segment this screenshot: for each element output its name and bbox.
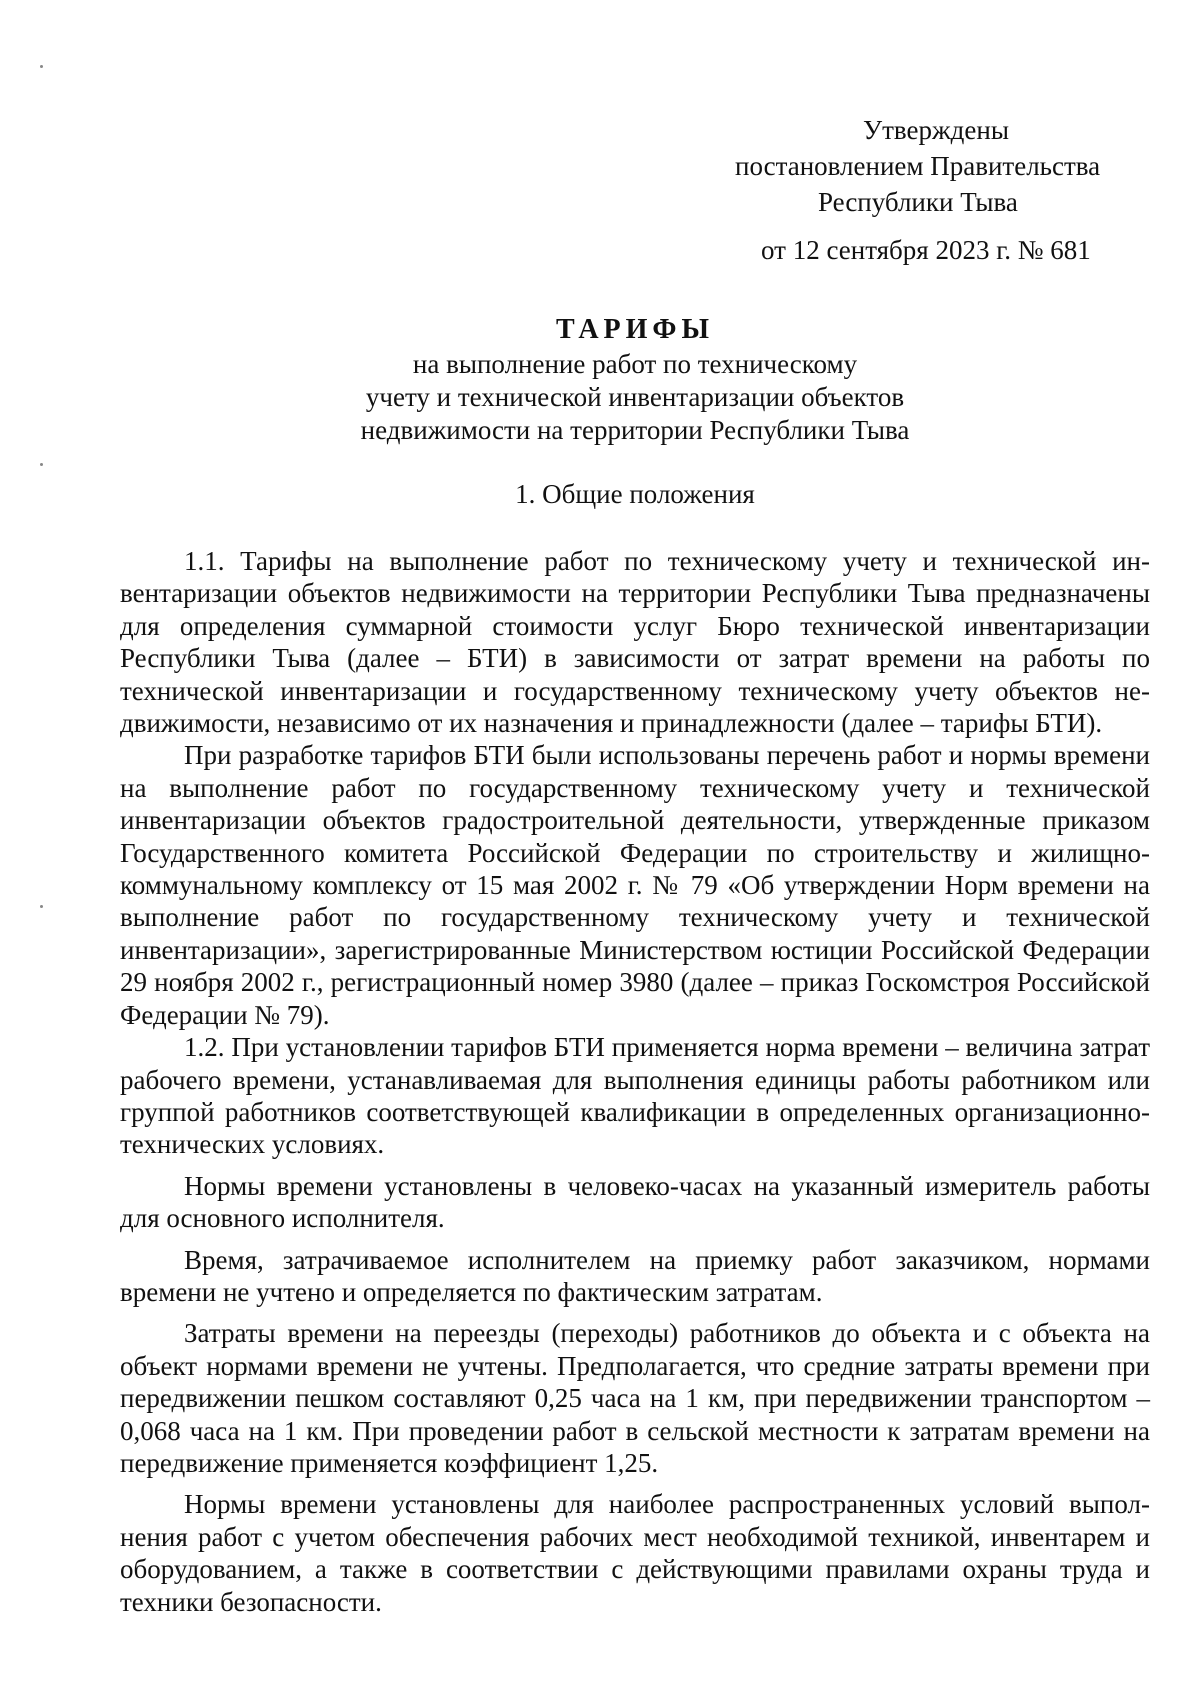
approval-line: Республики Тыва <box>818 187 1018 217</box>
paragraph: При разработке тарифов БТИ были использованы перечень работ и нормы времени на выполнение работ по государственному техническому учету и технической инвентаризации объектов градостроительной деятельности, утвержденные приказом Государственного комитета Российской Федерации по строительству и жилищно-коммунальному комплексу от 15 мая 2002 г. № 79 «Об утверждении Норм времени на выполнение работ по государственному техническому учету и технической инвентаризации», зарегистрированные Министерством юстиции Российской Федерации 29 ноября 2002 г., регистрационный номер 3980 (далее – приказ Госкомстроя Российской Федерации № 79). <box>120 740 1150 1030</box>
approval-date-number: от 12 сентября 2023 г. № 681 <box>761 235 1091 265</box>
subtitle-line: недвижимости на территории Республики Тыва <box>360 415 910 445</box>
subtitle-line: учету и технической инвентаризации объектов <box>365 382 905 412</box>
scan-speck <box>40 463 43 466</box>
paragraph: Нормы времени установлены для наиболее распространенных условий выполнения работ с учетом обеспечения рабочих мест необходимой техникой, инвентарем и оборудованием, а также в соответствии с действующими правилами охраны труда и техники безопасности. <box>120 1489 1150 1617</box>
subtitle-line: на выполнение работ по техническому <box>412 349 858 379</box>
section-heading: 1. Общие положения <box>515 479 755 509</box>
paragraph: 1.2. При установлении тарифов БТИ применяется норма времени – величина затрат рабочего времени, устанавливаемая для выполнения единицы работы работником или группой работников соответствующей квалификации в определенных организационно-технических условиях. <box>120 1032 1150 1160</box>
paragraph: Время, затрачиваемое исполнителем на приемку работ заказчиком, нормами времени не учтено и определяется по фактическим затратам. <box>120 1244 1150 1307</box>
paragraph: 1.1. Тарифы на выполнение работ по техническому учету и технической инвентаризации объектов недвижимости на территории Республики Тыва предназначены для определения суммарной стоимости услуг Бюро технической инвентаризации Республики Тыва (далее – БТИ) в зависимости от затрат времени на работы по технической инвентаризации и государственному техническому учету объектов недвижимости, независимо от их назначения и принадлежности (далее – тарифы БТИ). <box>120 546 1150 739</box>
document-subtitle <box>120 348 1150 447</box>
approval-stamp <box>735 112 1155 268</box>
approval-line: Утверждены <box>863 115 1009 145</box>
scan-speck <box>40 65 43 68</box>
title-block <box>120 312 1150 447</box>
document-title: ТАРИФЫ <box>556 314 714 345</box>
paragraph: Нормы времени установлены в человеко-часах на указанный измеритель работы для основного исполнителя. <box>120 1170 1150 1234</box>
document-body <box>120 545 1150 1618</box>
approval-line: постановлением Правительства <box>735 151 1101 181</box>
paragraph: Затраты времени на переезды (переходы) работников до объекта и с объекта на объект нормами времени не учтены. Предполагается, что средние затраты времени при передвижении пешком составляют 0,25 часа на 1 км, при передвижении транспортом – 0,068 часа на 1 км. При проведении работ в сельской местности к затратам времени на передвижение применяется коэффициент 1,25. <box>120 1318 1150 1478</box>
scan-speck <box>40 905 43 908</box>
